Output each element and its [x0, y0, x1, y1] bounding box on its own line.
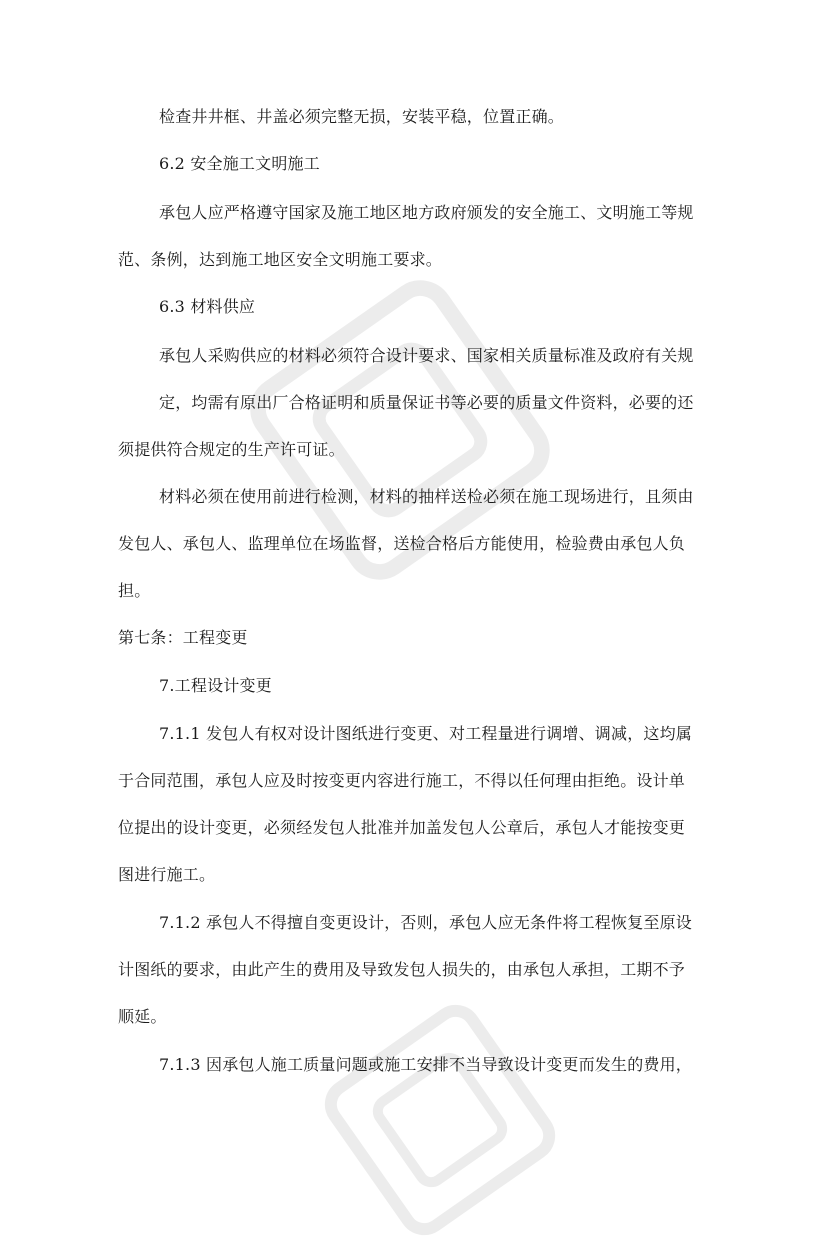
- text-line: 定，均需有原出厂合格证明和质量保证书等必要的质量文件资料，必要的还: [159, 393, 694, 412]
- text-line: 承包人应严格遵守国家及施工地区地方政府颁发的安全施工、文明施工等规: [159, 203, 694, 222]
- text-line: 位提出的设计变更，必须经发包人批准并加盖发包人公章后，承包人才能按变更: [118, 818, 686, 837]
- section-heading: 6.2 安全施工文明施工: [159, 154, 320, 173]
- text-line: 于合同范围，承包人应及时按变更内容进行施工，不得以任何理由拒绝。设计单: [118, 771, 686, 790]
- watermark-logo-bottom: [301, 981, 580, 1259]
- text-line: 担。: [118, 581, 151, 600]
- text-line: 检查井井框、井盖必须完整无损，安装平稳，位置正确。: [159, 107, 565, 126]
- text-line: 7.1.2 承包人不得擅自变更设计，否则，承包人应无条件将工程恢复至原设: [159, 913, 692, 932]
- text-line: 须提供符合规定的生产许可证。: [118, 440, 345, 459]
- text-line: 范、条例，达到施工地区安全文明施工要求。: [118, 250, 443, 269]
- text-line: 承包人采购供应的材料必须符合设计要求、国家相关质量标准及政府有关规: [159, 346, 694, 365]
- text-line: 发包人、承包人、监理单位在场监督，送检合格后方能使用，检验费由承包人负: [118, 534, 686, 553]
- section-heading: 7.工程设计变更: [159, 676, 272, 695]
- text-line: 7.1.3 因承包人施工质量问题或施工安排不当导致设计变更而发生的费用，: [159, 1055, 692, 1074]
- text-line: 图进行施工。: [118, 865, 216, 884]
- text-line: 计图纸的要求，由此产生的费用及导致发包人损失的，由承包人承担，工期不予: [118, 960, 686, 979]
- text-line: 材料必须在使用前进行检测，材料的抽样送检必须在施工现场进行，且须由: [159, 487, 694, 506]
- text-line: 7.1.1 发包人有权对设计图纸进行变更、对工程量进行调增、调减，这均属: [159, 724, 692, 743]
- article-heading: 第七条：工程变更: [118, 628, 248, 647]
- section-heading: 6.3 材料供应: [159, 297, 256, 316]
- watermark-logo: [219, 249, 581, 611]
- text-line: 顺延。: [118, 1007, 167, 1026]
